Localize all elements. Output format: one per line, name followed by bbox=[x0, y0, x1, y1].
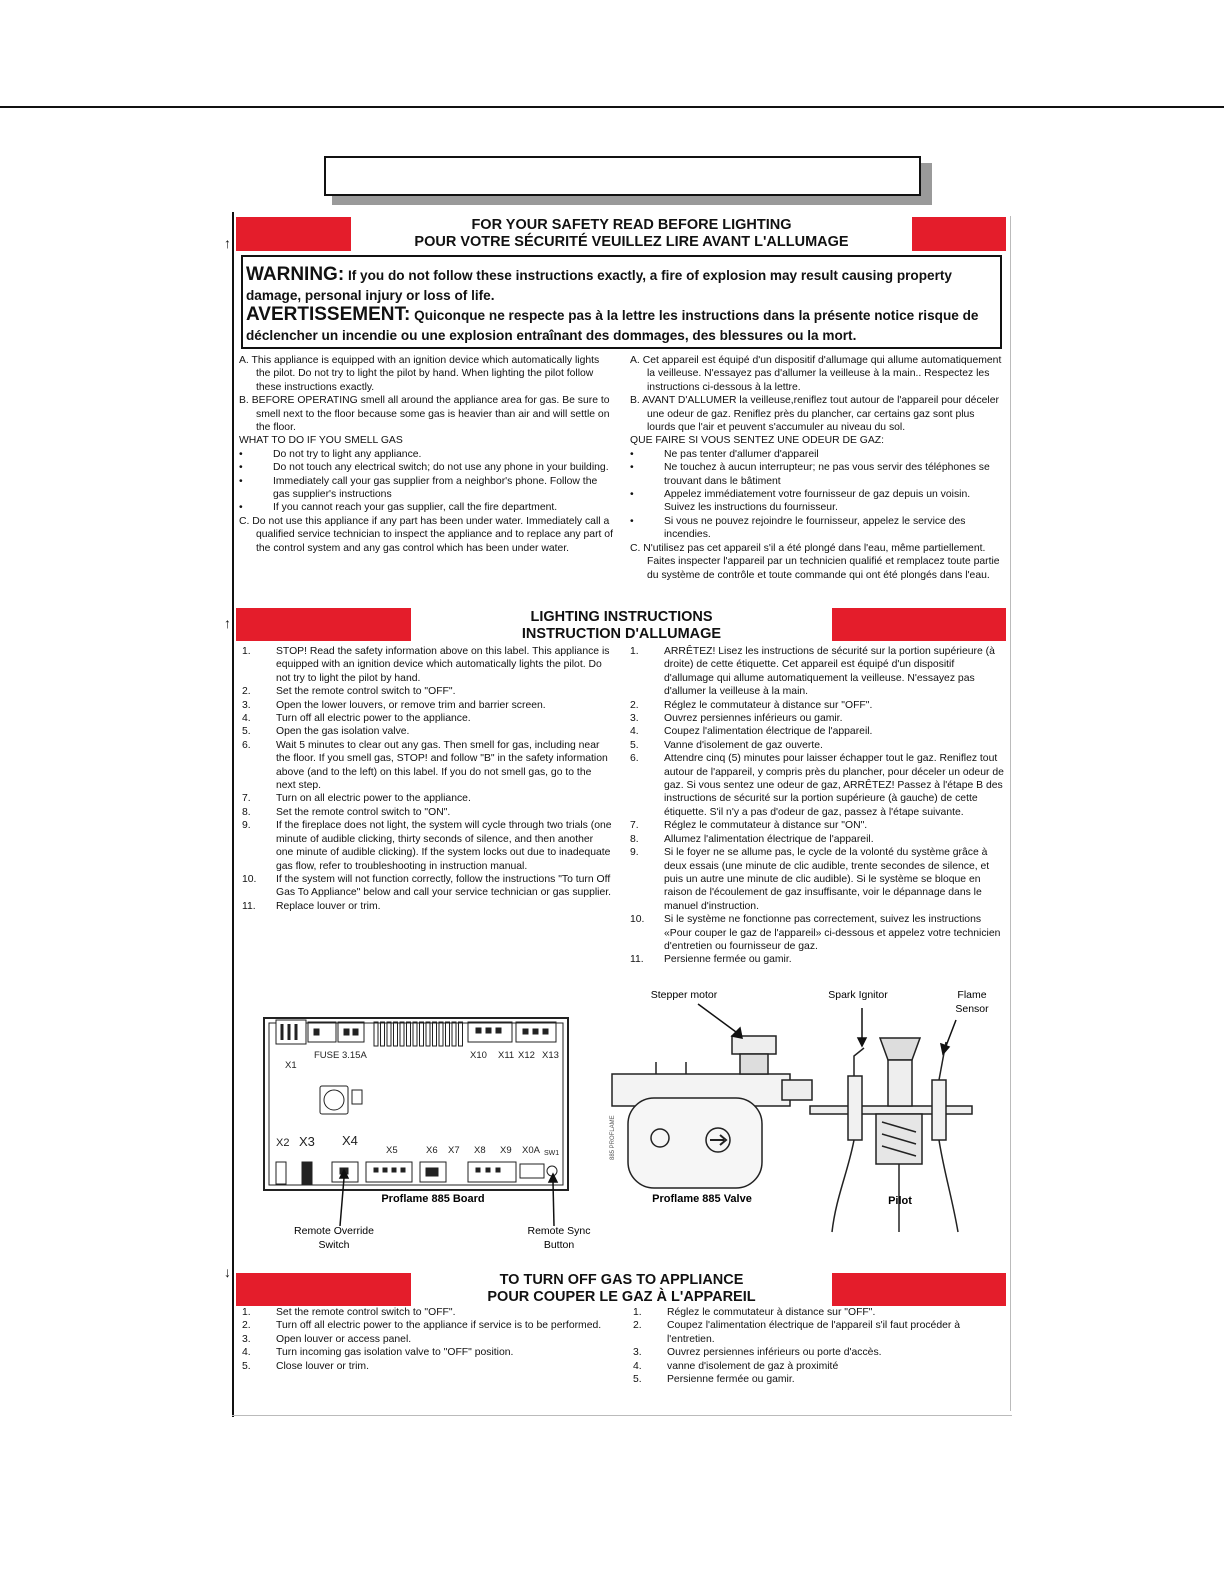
avertissement-text: Quiconque ne respecte pas à la lettre les instructions dans la présente notice risque de déclencher un incendie ou une explosion entraînant des dommages, des blessures ou la mort. bbox=[246, 308, 979, 343]
x7-label: X7 bbox=[448, 1145, 460, 1156]
chip-pin bbox=[459, 1022, 463, 1046]
lighting-steps-en bbox=[242, 645, 612, 913]
step-text: Si le foyer ne se allume pas, le cycle de la volonté du système grâce à deux essais (une minute de clic audible, trente secondes de silence, et puis un autre une minute de clic audible). Si le système se bloque en raison de l'écoulement de gaz insuffisante, voir le dépannage dans le manuel d'instruction. bbox=[664, 847, 990, 912]
step-number: 10. bbox=[242, 873, 257, 885]
step-text: Réglez le commutateur à distance sur "OFF". bbox=[667, 1307, 876, 1318]
step-number: 4. bbox=[242, 713, 251, 725]
smell-gas-bullet: • Si vous ne pouvez rejoindre le fournisseur, appelez le service des incendies. bbox=[630, 515, 966, 541]
label-bottom-border bbox=[232, 1415, 1012, 1416]
step-number: 5. bbox=[630, 739, 639, 751]
avertissement-label: AVERTISSEMENT: bbox=[246, 304, 411, 325]
step-number: 7. bbox=[242, 793, 251, 805]
warning-en bbox=[246, 265, 998, 305]
step-number: 2. bbox=[242, 686, 251, 698]
board-caption: Proflame 885 Board bbox=[381, 1193, 485, 1205]
turnoff-header bbox=[411, 1272, 832, 1306]
warning-label: WARNING: bbox=[246, 264, 345, 285]
fuse-label: FUSE 3.15A bbox=[314, 1050, 367, 1061]
safety-item-b-en: B. BEFORE OPERATING smell all around the appliance area for gas. Be sure to smell next to the floor because some gas is heavier than air and will settle on the floor. bbox=[239, 395, 610, 434]
step-item bbox=[633, 1319, 1003, 1346]
step-text: vanne d'isolement de gaz à proximité bbox=[667, 1360, 839, 1372]
title-box bbox=[324, 156, 921, 196]
top-divider bbox=[0, 106, 1224, 108]
proflame-885-board bbox=[264, 1018, 568, 1190]
x11-label: X11 bbox=[498, 1050, 515, 1061]
step-item bbox=[630, 819, 1005, 832]
step-text: Replace louver or trim. bbox=[276, 900, 381, 912]
step-item bbox=[242, 712, 612, 725]
step-item bbox=[242, 806, 612, 819]
step-text: Réglez le commutateur à distance sur "ON". bbox=[664, 820, 868, 832]
smell-gas-bullet: • Ne touchez à aucun interrupteur; ne pas vous servir des téléphones se trouvant dans le bâtiment bbox=[630, 462, 990, 487]
chip-pin bbox=[407, 1022, 411, 1046]
step-item bbox=[630, 712, 1005, 725]
step-item bbox=[242, 1360, 612, 1373]
x0a-label: X0A bbox=[522, 1145, 540, 1156]
step-text: Wait 5 minutes to clear out any gas. Then smell for gas, including near the floor. If you smell gas, STOP! and follow "B" in the safety information above (and to the left) on this label. If you do not smell gas, go to the next step. bbox=[276, 739, 608, 792]
step-item bbox=[633, 1306, 1003, 1319]
valve-caption: Proflame 885 Valve bbox=[652, 1193, 752, 1205]
step-text: STOP! Read the safety information above on this label. This appliance is equipped with an ignition device which automatically lights the pilot. Do not try to light the pilot by hand. bbox=[276, 646, 610, 684]
step-text: Open louver or access panel. bbox=[276, 1333, 412, 1345]
chip-pin bbox=[387, 1022, 391, 1046]
step-number: 3. bbox=[242, 699, 251, 711]
step-text: Ouvrez persiennes inférieurs ou gamir. bbox=[664, 713, 843, 725]
step-item bbox=[242, 1333, 612, 1346]
step-item bbox=[242, 1306, 612, 1319]
step-number: 4. bbox=[630, 726, 639, 738]
chip-pin bbox=[433, 1022, 437, 1046]
step-item bbox=[630, 752, 1005, 819]
x1-label: X1 bbox=[285, 1060, 297, 1071]
step-text: Coupez l'alimentation électrique de l'appareil. bbox=[664, 726, 873, 738]
x6-label: X6 bbox=[426, 1145, 438, 1156]
step-text: If the system will not function correctly, follow the instructions "To turn Off Gas To Appliance" below and call your service technician or gas supplier. bbox=[276, 873, 612, 899]
lighting-header-fr: INSTRUCTION D'ALLUMAGE bbox=[521, 626, 722, 642]
arrow-down-icon: ↓ bbox=[224, 1264, 231, 1280]
stepper-motor-label: Stepper motor bbox=[650, 989, 718, 1001]
step-item bbox=[633, 1373, 1003, 1386]
smell-gas-title-en: WHAT TO DO IF YOU SMELL GAS bbox=[239, 435, 403, 447]
step-number: 3. bbox=[242, 1333, 251, 1345]
safety-header bbox=[351, 217, 912, 251]
step-text: Vanne d'isolement de gaz ouverte. bbox=[664, 739, 823, 751]
step-item bbox=[630, 699, 1005, 712]
step-number: 8. bbox=[242, 806, 251, 818]
warning-text: If you do not follow these instructions exactly, a fire of explosion may result causing property damage, personal injury or loss of life. bbox=[246, 268, 952, 303]
safety-item-b-fr: B. AVANT D'ALLUMER la veilleuse,reniflez tout autour de l'appareil pour déceler une odeur de gaz. Reniflez près du plancher, car certains gaz sont plus lourds que l'air et peuvent s'accumuler au niveau du sol. bbox=[630, 395, 999, 434]
step-text: Turn off all electric power to the appliance. bbox=[276, 713, 471, 725]
step-text: Turn off all electric power to the appliance if service is to be performed. bbox=[276, 1320, 602, 1332]
override-label: Remote Override bbox=[294, 1225, 374, 1237]
step-item bbox=[630, 846, 1005, 913]
step-number: 10. bbox=[630, 914, 645, 926]
step-text: Set the remote control switch to "OFF". bbox=[276, 686, 456, 698]
label-right-border bbox=[1010, 216, 1011, 1411]
step-item bbox=[242, 1319, 612, 1332]
spark-ignitor-label: Spark Ignitor bbox=[828, 989, 888, 1001]
safety-item-c-en: C. Do not use this appliance if any part has been under water. Immediately call a qualified service technician to inspect the appliance and to replace any part of the control system and any gas control which has been under water. bbox=[239, 515, 613, 554]
step-number: 4. bbox=[633, 1360, 642, 1372]
smell-gas-bullet: • Do not try to light any appliance. bbox=[239, 448, 422, 460]
turnoff-steps-en bbox=[242, 1306, 612, 1373]
step-number: 3. bbox=[633, 1347, 642, 1359]
smell-gas-bullet: • Ne pas tenter d'allumer d'appareil bbox=[630, 448, 819, 460]
step-number: 11. bbox=[242, 900, 256, 912]
step-item bbox=[242, 873, 612, 900]
red-band-left bbox=[236, 1273, 411, 1306]
label-left-border bbox=[232, 212, 234, 1417]
step-number: 11. bbox=[630, 954, 644, 966]
step-text: Open the lower louvers, or remove trim and barrier screen. bbox=[276, 699, 546, 711]
turnoff-header-en: TO TURN OFF GAS TO APPLIANCE bbox=[499, 1272, 744, 1288]
lighting-header bbox=[411, 609, 832, 643]
chip-pin bbox=[381, 1022, 385, 1046]
lighting-steps-fr bbox=[630, 645, 1005, 967]
x2-label: X2 bbox=[276, 1137, 290, 1149]
step-number: 5. bbox=[242, 726, 251, 738]
step-item bbox=[630, 739, 1005, 752]
board-connector-labels bbox=[276, 1050, 559, 1157]
sync-label-2: Button bbox=[543, 1239, 575, 1251]
step-number: 9. bbox=[630, 847, 639, 859]
step-number: 2. bbox=[242, 1320, 251, 1332]
step-item bbox=[630, 953, 1005, 966]
step-number: 7. bbox=[630, 820, 639, 832]
step-item bbox=[633, 1360, 1003, 1373]
x9-label: X9 bbox=[500, 1145, 512, 1156]
arrow-up-icon: ↑ bbox=[224, 615, 231, 631]
red-band-right bbox=[912, 217, 1006, 251]
step-number: 4. bbox=[242, 1347, 251, 1359]
chip-pin bbox=[374, 1022, 378, 1046]
x4-label: X4 bbox=[342, 1133, 358, 1148]
step-item bbox=[630, 913, 1005, 953]
step-text: Ouvrez persiennes inférieurs ou porte d'accès. bbox=[667, 1347, 882, 1359]
safety-item-c-fr: C. N'utilisez pas cet appareil s'il a été plongé dans l'eau, même partiellement. Faites inspecter l'appareil par un technicien qualifié et remplacez toute partie du système de contrôle et toute commande qui ont été plongés dans l'eau. bbox=[630, 542, 1000, 581]
x12-label: X12 bbox=[518, 1050, 535, 1061]
step-text: Allumez l'alimentation électrique de l'appareil. bbox=[664, 833, 874, 845]
step-number: 5. bbox=[242, 1360, 251, 1372]
step-text: Open the gas isolation valve. bbox=[276, 726, 410, 738]
turnoff-steps-fr bbox=[633, 1306, 1003, 1386]
step-text: Set the remote control switch to "OFF". bbox=[276, 1307, 456, 1318]
step-number: 1. bbox=[242, 646, 251, 657]
flame-sensor-label-2: Sensor bbox=[955, 1003, 989, 1015]
smell-gas-title-fr: QUE FAIRE SI VOUS SENTEZ UNE ODEUR DE GAZ: bbox=[630, 435, 885, 447]
step-number: 1. bbox=[630, 646, 639, 657]
step-number: 8. bbox=[630, 833, 639, 845]
step-text: Persienne fermée ou gamir. bbox=[667, 1374, 795, 1386]
smell-gas-bullet: • If you cannot reach your gas supplier, call the fire department. bbox=[239, 502, 558, 514]
step-number: 5. bbox=[633, 1374, 642, 1386]
step-number: 2. bbox=[633, 1320, 642, 1332]
step-item bbox=[242, 725, 612, 738]
chip-pin bbox=[446, 1022, 450, 1046]
x10-label: X10 bbox=[470, 1050, 487, 1061]
step-number: 6. bbox=[630, 753, 639, 765]
proflame-885-valve bbox=[612, 1036, 812, 1188]
step-item bbox=[242, 792, 612, 805]
step-item bbox=[242, 739, 612, 793]
turnoff-header-fr: POUR COUPER LE GAZ À L'APPAREIL bbox=[487, 1289, 756, 1305]
step-item bbox=[242, 685, 612, 698]
x3-label: X3 bbox=[299, 1134, 315, 1149]
safety-column-en bbox=[239, 354, 615, 555]
step-text: Attendre cinq (5) minutes pour laisser échapper tout le gaz. Reniflez tout autour de l'appareil, y compris près du plancher, pour déceler un odeur de gaz. Si vous sentez une odeur de gaz, ARRÊTEZ! Passez à l'étape B des instructions de sécurité sur la portion supérieure (à gauche) de cette étiquette. S'il n'y a pas d'odeur de gaz, passez à l'étape suivante. bbox=[664, 753, 1004, 818]
chip-pin bbox=[413, 1022, 417, 1046]
smell-gas-bullet: • Do not touch any electrical switch; do not use any phone in your building. bbox=[239, 462, 609, 474]
safety-item-a-fr: A. Cet appareil est équipé d'un dispositif d'allumage qui allume automatiquement la veilleuse. N'essayez pas d'allumer la veilleuse à la main.. Respectez les instructions ci-dessous à la lettre. bbox=[630, 355, 1002, 393]
step-item bbox=[242, 900, 612, 913]
warning-fr bbox=[246, 305, 998, 345]
safety-header-en: FOR YOUR SAFETY READ BEFORE LIGHTING bbox=[471, 217, 792, 233]
step-number: 9. bbox=[242, 820, 251, 832]
valve-callout bbox=[698, 1004, 742, 1038]
chip-pin bbox=[426, 1022, 430, 1046]
arrow-up-icon: ↑ bbox=[224, 235, 231, 251]
step-number: 6. bbox=[242, 739, 251, 751]
x5-label: X5 bbox=[386, 1145, 398, 1156]
safety-column-fr bbox=[630, 354, 1002, 582]
step-text: If the fireplace does not light, the system will cycle through two trials (one minute of audible clicking, thirty seconds of silence, and then another one minute of audible clicking). If the system locks out due to inadequate gas flow, refer to troubleshooting in instruction manual. bbox=[276, 820, 612, 872]
step-item bbox=[242, 645, 612, 685]
step-item bbox=[242, 699, 612, 712]
step-item bbox=[630, 725, 1005, 738]
chip-pin bbox=[394, 1022, 398, 1046]
step-number: 2. bbox=[630, 699, 639, 711]
valve-side-text: 885 PROFLAME bbox=[610, 1115, 616, 1160]
components-diagram bbox=[236, 982, 1008, 1254]
step-text: Turn on all electric power to the appliance. bbox=[276, 793, 471, 805]
x8-label: X8 bbox=[474, 1145, 486, 1156]
warning-box bbox=[241, 255, 1002, 349]
override-label-2: Switch bbox=[318, 1239, 350, 1251]
step-number: 3. bbox=[630, 713, 639, 725]
step-text: Réglez le commutateur à distance sur "OFF". bbox=[664, 699, 873, 711]
sync-label: Remote Sync bbox=[527, 1225, 591, 1237]
smell-gas-bullet: • Immediately call your gas supplier from a neighbor's phone. Follow the gas supplier's instructions bbox=[239, 475, 598, 501]
step-item bbox=[630, 833, 1005, 846]
pilot-caption: Pilot bbox=[888, 1195, 912, 1207]
red-band-right bbox=[832, 608, 1006, 641]
safety-item-a-en: A. This appliance is equipped with an ignition device which automatically lights the pilot. Do not try to light the pilot by hand. When lighting the pilot follow these instructions exactly. bbox=[239, 355, 600, 393]
step-item bbox=[242, 1346, 612, 1359]
step-item bbox=[633, 1346, 1003, 1359]
safety-header-fr: POUR VOTRE SÉCURITÉ VEUILLEZ LIRE AVANT L'ALLUMAGE bbox=[414, 234, 849, 250]
lighting-header-en: LIGHTING INSTRUCTIONS bbox=[530, 609, 713, 625]
red-band-left bbox=[236, 217, 351, 251]
red-band-left bbox=[236, 608, 411, 641]
step-item bbox=[630, 645, 1005, 699]
step-text: Set the remote control switch to "ON". bbox=[276, 806, 451, 818]
sw1-label: SW1 bbox=[544, 1150, 560, 1157]
step-text: ARRÊTEZ! Lisez les instructions de sécurité sur la portion supérieure (à droite) de cette étiquette. Cet appareil est équipé d'un dispositif d'allumage qui allume automatiquement la veilleuse. N'essayez pas d'allumer la veilleuse à la main. bbox=[664, 646, 995, 698]
step-text: Close louver or trim. bbox=[276, 1360, 369, 1372]
smell-gas-bullet: • Appelez immédiatement votre fournisseur de gaz depuis un voisin. Suivez les instructions du fournisseur. bbox=[630, 489, 971, 514]
step-text: Persienne fermée ou gamir. bbox=[664, 954, 792, 966]
chip-pin bbox=[400, 1022, 404, 1046]
chip-pin bbox=[439, 1022, 443, 1046]
chip-pin bbox=[420, 1022, 424, 1046]
step-number: 1. bbox=[633, 1307, 642, 1318]
step-item bbox=[242, 819, 612, 873]
step-text: Turn incoming gas isolation valve to "OFF" position. bbox=[276, 1347, 514, 1359]
step-text: Si le système ne fonctionne pas correctement, suivez les instructions «Pour couper le gaz de l'appareil» ci-dessous et appelez votre technicien d'entretien ou fournisseur de gaz. bbox=[664, 914, 1001, 952]
step-number: 1. bbox=[242, 1307, 251, 1318]
x13-label: X13 bbox=[542, 1050, 559, 1061]
red-band-right bbox=[832, 1273, 1006, 1306]
chip-pin bbox=[452, 1022, 456, 1046]
step-text: Coupez l'alimentation électrique de l'appareil s'il faut procéder à l'entretien. bbox=[667, 1320, 961, 1345]
flame-sensor-label: Flame bbox=[957, 989, 987, 1001]
